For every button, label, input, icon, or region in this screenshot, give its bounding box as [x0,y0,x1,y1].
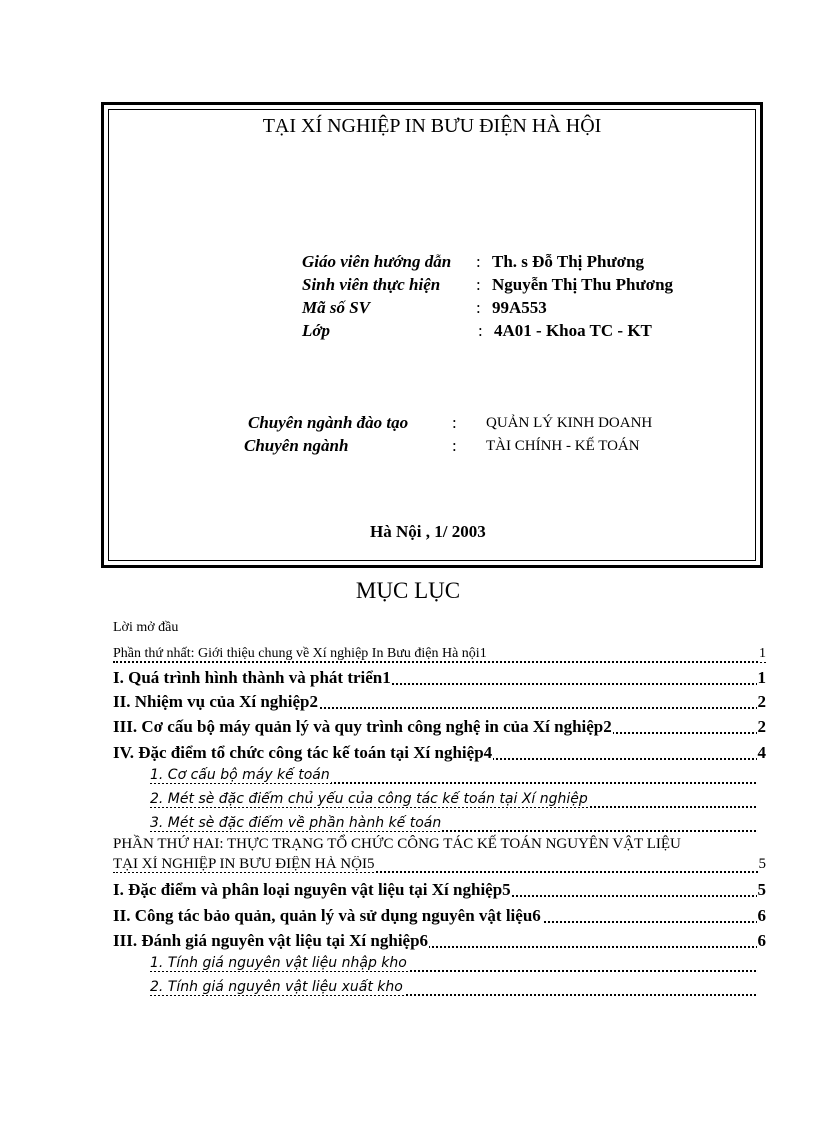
training-major-value: QUẢN LÝ KINH DOANH [486,415,653,431]
cover-inner-frame [108,109,756,561]
toc-entry: III. Đánh giá nguyên vật liệu tại Xí nghiệp6 6 [113,931,766,950]
student-colon: : [476,275,481,294]
student-id-colon: : [476,298,481,317]
toc-entry: II. Công tác bảo quản, quản lý và sử dụng nguyên vật liệu6 6 [113,906,766,925]
toc-entry: II. Nhiệm vụ của Xí nghiệp2 2 [113,692,766,711]
class-colon: : [478,321,483,340]
toc-entry: I. Quá trình hình thành và phát triển1 1 [113,668,766,687]
school-title: TẠI XÍ NGHIỆP IN BƯU ĐIỆN HÀ HỘI [262,115,602,137]
cover-frame [101,102,763,568]
advisor-label: Giáo viên hướng dẫn [302,252,452,271]
toc-entry-part2-line1: PHẦN THỨ HAI: THỰC TRẠNG TỔ CHỨC CÔNG TÁC KẾ TOÁN NGUYÊN VẬT LIỆU [113,836,681,852]
toc-entry: IV. Đặc điểm tổ chức công tác kế toán tại Xí nghiệp4 4 [113,743,766,762]
class-value: 4A01 - Khoa TC - KT [494,321,652,340]
major-colon: : [452,436,457,455]
toc-subentry: 2. Mét sè đặc điểm chủ yếu của công tác kế toán tại Xí nghiệp [150,791,756,813]
student-id-value: 99A553 [492,298,547,317]
toc-entry-part2-line2: TẠI XÍ NGHIỆP IN BƯU ĐIỆN HÀ NỘI5 5 [113,856,766,872]
student-value: Nguyễn Thị Thu Phương [492,275,674,294]
toc-subentry: 2. Tính giá nguyên vật liệu xuất kho [150,979,756,1001]
advisor-value: Th. s Đỗ Thị Phương [492,252,645,271]
student-id-label: Mã số SV [302,298,371,317]
major-label: Chuyên ngành [244,436,349,455]
training-major-colon: : [452,413,457,432]
student-label: Sinh viên thực hiện [302,275,441,294]
toc-title: MỤC LỤC [355,578,461,603]
training-major-label: Chuyên ngành đào tạo [248,413,409,432]
major-value: TÀI CHÍNH - KẾ TOÁN [486,438,640,454]
toc-entry-part1: Phần thứ nhất: Giới thiệu chung về Xí nghiệp In Bưu điện Hà nội1 1 [113,646,766,661]
toc-entry: III. Cơ cấu bộ máy quản lý và quy trình công nghệ in của Xí nghiệp2 2 [113,717,766,736]
cover-date: Hà Nội , 1/ 2003 [370,522,486,541]
advisor-colon: : [476,252,481,271]
class-label: Lớp [302,321,331,340]
toc-subentry: 1. Cơ cấu bộ máy kế toán [150,767,756,789]
toc-intro: Lời mở đầu [113,620,179,635]
toc-subentry: 3. Mét sè đặc điểm về phần hành kế toán [150,815,756,837]
toc-entry: I. Đặc điểm và phân loại nguyên vật liệu tại Xí nghiệp5 5 [113,880,766,899]
toc-subentry: 1. Tính giá nguyên vật liệu nhập kho [150,955,756,977]
